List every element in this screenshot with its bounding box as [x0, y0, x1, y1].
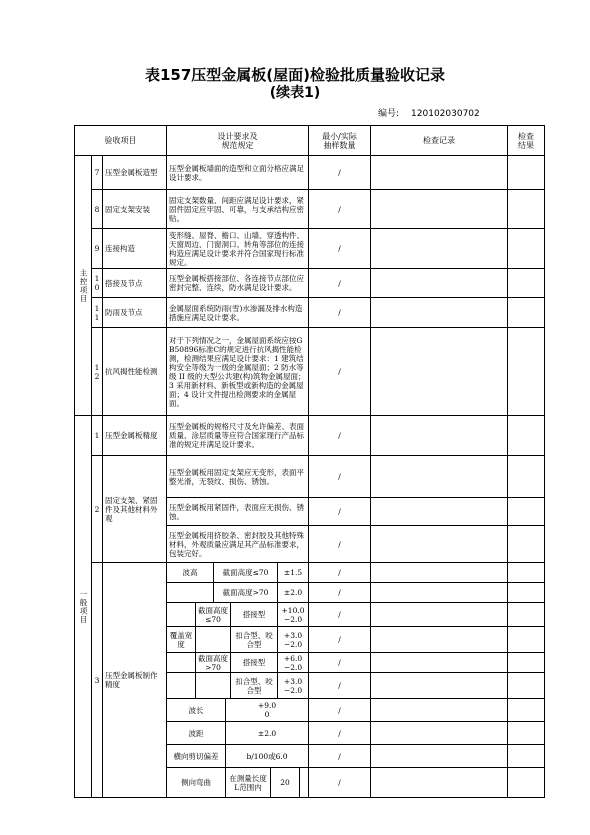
- table-row: [75, 229, 545, 269]
- sub-label: 搭接型: [231, 603, 278, 626]
- item-result[interactable]: [508, 156, 545, 190]
- tolerance-cell: [167, 699, 309, 722]
- table-row: [75, 269, 545, 298]
- item-no: 1: [92, 416, 103, 456]
- item-no: 2: [92, 456, 103, 563]
- inspection-table: [74, 125, 545, 798]
- tolerance-cell: [167, 745, 309, 768]
- item-record[interactable]: [371, 229, 508, 269]
- item-record[interactable]: [371, 699, 508, 722]
- document-code: [378, 106, 480, 119]
- item-record[interactable]: [371, 722, 508, 745]
- sub-label: 截面高度>70: [196, 653, 231, 672]
- tolerance-cell: [167, 673, 309, 699]
- sub-label: 扣合型、咬合型: [231, 673, 278, 698]
- table-row: [75, 156, 545, 190]
- tolerance-cell: [167, 653, 309, 673]
- item-requirement: 压型金属板搭接部位、各连接节点部位应密封完整、连续，防水满足设计要求。: [167, 269, 309, 298]
- item-sample: /: [309, 229, 371, 269]
- item-record[interactable]: [371, 328, 508, 416]
- item-record[interactable]: [371, 498, 508, 526]
- sub-label: 在测量长度L范围内: [226, 768, 271, 797]
- header-record: 检查记录: [371, 126, 508, 156]
- item-result[interactable]: [508, 627, 545, 653]
- tolerance-value: +3.0 −2.0: [283, 676, 303, 695]
- item-record[interactable]: [371, 768, 508, 798]
- item-sample: /: [309, 190, 371, 229]
- table-header: [75, 126, 545, 156]
- item-record[interactable]: [371, 298, 508, 328]
- item-no: 7: [92, 156, 103, 190]
- cover-width-label: 覆盖宽度: [167, 627, 196, 652]
- code-value: 120102030702: [411, 109, 480, 119]
- sub-label: 扣合型、咬合型: [231, 627, 278, 652]
- item-sample: /: [309, 298, 371, 328]
- item-sample: /: [309, 583, 371, 603]
- item-record[interactable]: [371, 673, 508, 699]
- item-sample: /: [309, 745, 371, 768]
- item-name: 压型金属板精度: [103, 416, 167, 456]
- item-result[interactable]: [508, 416, 545, 456]
- sub-label: 波距: [167, 722, 226, 744]
- tolerance-cell: [167, 768, 309, 798]
- item-sample: /: [309, 603, 371, 627]
- item-sample: /: [309, 328, 371, 416]
- item-result[interactable]: [508, 745, 545, 768]
- item-record[interactable]: [371, 526, 508, 563]
- item-result[interactable]: [508, 768, 545, 798]
- sub-label: 截面高度≤70: [214, 563, 278, 582]
- item-name: 压型金属板造型: [103, 156, 167, 190]
- item-no: 9: [92, 229, 103, 269]
- item-no: 11: [92, 298, 103, 328]
- main-section-label: 主控项目: [75, 156, 92, 416]
- item-requirement: 金属屋面系统防雨(雪)水渗漏及排水构造措施应满足设计要求。: [167, 298, 309, 328]
- item-sample: /: [309, 156, 371, 190]
- item-sample: /: [309, 627, 371, 653]
- table-row: [75, 563, 545, 583]
- item-name: 连接构造: [103, 229, 167, 269]
- item-name: 搭接及节点: [103, 269, 167, 298]
- tolerance-value: ±2.0: [283, 588, 303, 597]
- item-sample: /: [309, 269, 371, 298]
- item-record[interactable]: [371, 416, 508, 456]
- item-result[interactable]: [508, 563, 545, 583]
- item-result[interactable]: [508, 653, 545, 673]
- header-sample: 最小/实际 抽样数量: [309, 126, 371, 156]
- item-record[interactable]: [371, 190, 508, 229]
- item-no: 10: [92, 269, 103, 298]
- sub-label: 截面高度>70: [214, 583, 278, 602]
- item-sample: /: [309, 673, 371, 699]
- table-row: [75, 456, 545, 498]
- tolerance-value: +9.0 0: [257, 701, 277, 719]
- sub-label: 搭接型: [231, 653, 278, 672]
- wave-height-label: 波高: [167, 563, 214, 582]
- item-record[interactable]: [371, 456, 508, 498]
- sub-label: 波长: [167, 699, 226, 721]
- item-requirement: 对于下列情况之一，金属屋面系统应按GB50896标准C的规定进行抗风揭性能检测，检测结果应满足设计要求：1 建筑结构安全等级为一级的金属屋面；2 防水等级 II 级的大型公共建(构)筑物金属屋面；3 采用新材料、新板型或新构造的金属屋面；4 设计文件提出检测要求的金属屋面。: [167, 328, 309, 416]
- sub-label: 侧向弯曲: [167, 768, 226, 797]
- item-result[interactable]: [508, 190, 545, 229]
- item-result[interactable]: [508, 456, 545, 498]
- tolerance-cell: [167, 627, 309, 653]
- item-no: 8: [92, 190, 103, 229]
- item-no: 3: [92, 563, 103, 798]
- item-requirement: 压型金属板用挤胶条、密封胶及其他特殊材料，外观质量应满足其产品标准要求，包装完好。: [167, 526, 309, 563]
- item-record[interactable]: [371, 603, 508, 627]
- general-section-label: 一般项目: [75, 416, 92, 798]
- tolerance-cell: [167, 563, 309, 583]
- item-record[interactable]: [371, 627, 508, 653]
- item-record[interactable]: [371, 156, 508, 190]
- item-result[interactable]: [508, 699, 545, 722]
- item-result[interactable]: [508, 298, 545, 328]
- item-result[interactable]: [508, 229, 545, 269]
- item-result[interactable]: [508, 328, 545, 416]
- item-result[interactable]: [508, 673, 545, 699]
- item-sample: /: [309, 498, 371, 526]
- item-name: 压型金属板制作精度: [103, 563, 167, 798]
- tolerance-value: ±2.0: [257, 728, 277, 738]
- item-result[interactable]: [508, 526, 545, 563]
- item-record[interactable]: [371, 745, 508, 768]
- tolerance-value: b/100或6.0: [246, 751, 288, 761]
- item-record[interactable]: [371, 653, 508, 673]
- header-item: 验收项目: [75, 126, 167, 156]
- tolerance-value: ±1.5: [283, 568, 303, 577]
- item-result[interactable]: [508, 722, 545, 745]
- item-result[interactable]: [508, 498, 545, 526]
- item-result[interactable]: [508, 583, 545, 603]
- item-sample: /: [309, 653, 371, 673]
- item-name: 固定支架安装: [103, 190, 167, 229]
- item-sample: /: [309, 456, 371, 498]
- code-label: 编号:: [378, 109, 400, 119]
- tolerance-value: +3.0 −2.0: [283, 630, 303, 649]
- item-requirement: 变形缝、屋脊、檐口、山墙、穿透构件、天窗周边、门窗洞口、转角等部位的连接构造应满足设计要求并符合国家现行标准 规定。: [167, 229, 309, 269]
- sub-label: 截面高度≤70: [196, 603, 231, 626]
- header-result: 检查 结果: [508, 126, 545, 156]
- table-row: [75, 416, 545, 456]
- page-subtitle: (续表1): [269, 85, 321, 101]
- item-requirement: 压型金属板用固定支架应无变形，表面平整光滑，无裂纹、损伤、锈蚀。: [167, 456, 309, 498]
- tolerance-value: +10.0 −2.0: [281, 605, 305, 624]
- page-title: 表157压型金属板(屋面)检验批质量验收记录: [144, 66, 446, 84]
- item-name: 抗风揭性能检测: [103, 328, 167, 416]
- item-name: 防雨及节点: [103, 298, 167, 328]
- item-result[interactable]: [508, 603, 545, 627]
- item-requirement: 压型金属板用紧固件，表面应无损伤、锈蚀。: [167, 498, 309, 526]
- item-result[interactable]: [508, 269, 545, 298]
- header-requirement: 设计要求及 规范规定: [167, 126, 309, 156]
- tolerance-cell: [167, 583, 309, 603]
- tolerance-cell: [167, 603, 309, 627]
- item-requirement: 压型金属板的规格尺寸及允许偏差、表面质量、涂层质量等应符合国家现行产品标准的规定并满足设计要求。: [167, 416, 309, 456]
- tolerance-cell: [167, 722, 309, 745]
- item-no: 12: [92, 328, 103, 416]
- tolerance-value: 20: [271, 768, 300, 797]
- item-requirement: 固定支架数量、间距应满足设计要求，紧固件固定应牢固、可靠，与支承结构应密贴。: [167, 190, 309, 229]
- item-sample: /: [309, 768, 371, 798]
- item-requirement: 压型金属板墙面的造型和立面分格应满足设计要求。: [167, 156, 309, 190]
- item-sample: /: [309, 722, 371, 745]
- item-record[interactable]: [371, 583, 508, 603]
- item-sample: /: [309, 416, 371, 456]
- item-sample: /: [309, 563, 371, 583]
- item-record[interactable]: [371, 269, 508, 298]
- table-row: [75, 328, 545, 416]
- item-sample: /: [309, 526, 371, 563]
- sub-label: 横向剪切偏差: [167, 745, 226, 767]
- item-name: 固定支架、紧固件及其他材料外观: [103, 456, 167, 563]
- item-sample: /: [309, 699, 371, 722]
- item-record[interactable]: [371, 563, 508, 583]
- table-row: [75, 190, 545, 229]
- tolerance-value: +6.0 −2.0: [283, 653, 303, 672]
- table-row: [75, 298, 545, 328]
